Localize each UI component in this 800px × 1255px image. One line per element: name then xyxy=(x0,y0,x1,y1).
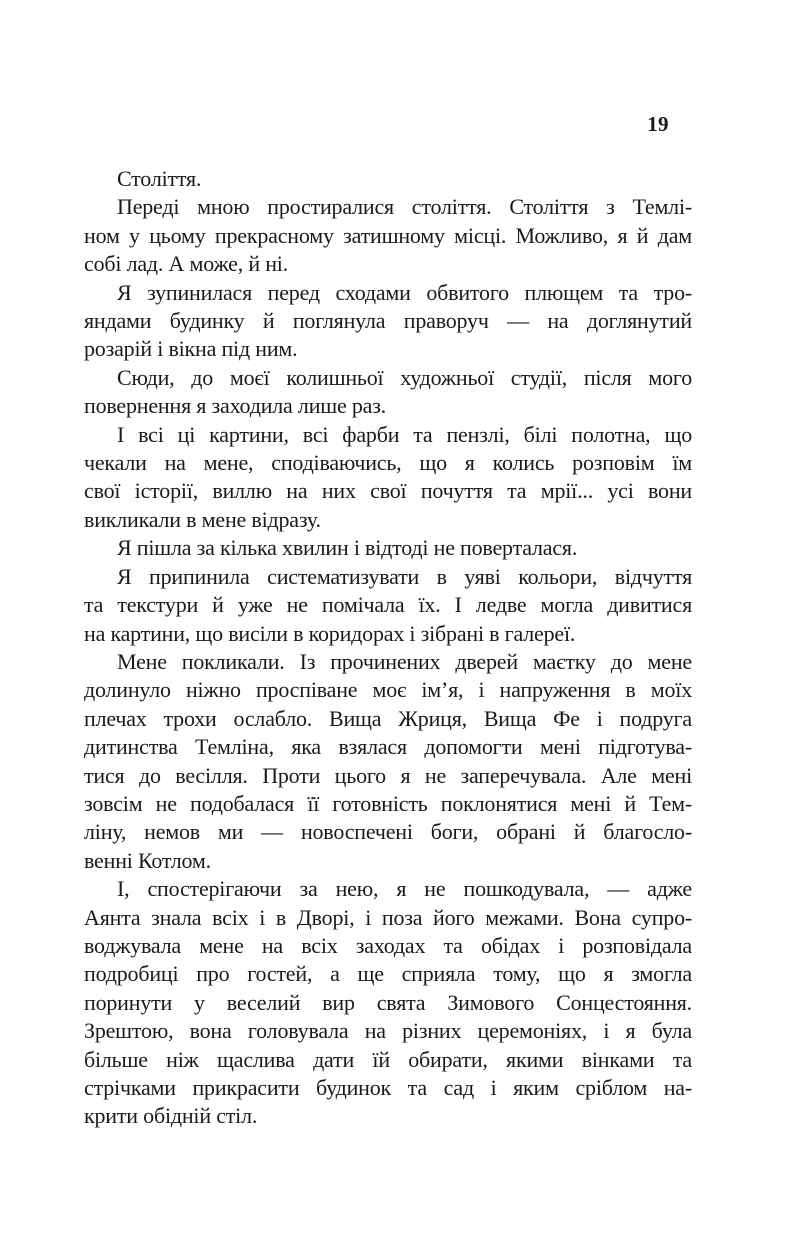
text-line: поринути у веселий вир свята Зимового Сонцестояння. xyxy=(84,989,692,1015)
text-line: та текстури й уже не помічала їх. І ледве могла дивитися xyxy=(84,592,692,618)
text-line: крити обідній стіл. xyxy=(84,1103,258,1129)
text-line: на картини, що висіли в коридорах і зібрані в галереї. xyxy=(84,620,576,646)
paragraph xyxy=(84,648,692,875)
paragraph xyxy=(84,193,692,278)
paragraph xyxy=(84,875,692,1131)
text-line: яндами будинку й поглянула праворуч — на доглянутий xyxy=(84,308,692,334)
text-line: Століття. xyxy=(117,166,202,191)
page-number: 19 xyxy=(647,112,669,136)
text-line: І всі ці картини, всі фарби та пензлі, білі полотна, що xyxy=(117,421,692,447)
text-line: плечах трохи ослабло. Вища Жриця, Вища Фе і подруга xyxy=(84,705,692,731)
text-line: подробиці про гостей, а ще сприяла тому, що я змогла xyxy=(84,961,692,987)
text-block xyxy=(84,165,692,1131)
text-line: венні Котлом. xyxy=(84,847,211,873)
text-line: Сюди, до моєї колишньої художньої студії, після мого xyxy=(117,364,692,390)
text-line: Я зупинилася перед сходами обвитого плющем та тро- xyxy=(117,279,692,305)
paragraph xyxy=(84,279,692,364)
paragraph xyxy=(84,534,692,562)
text-line: повернення я заходила лише раз. xyxy=(84,393,387,419)
text-line: ном у цьому прекрасному затишному місці. Можливо, я й дам xyxy=(84,222,692,248)
text-line: собі лад. А може, й ні. xyxy=(84,251,289,277)
text-line: чекали на мене, сподіваючись, що я колись розповім їм xyxy=(84,450,692,476)
paragraph xyxy=(84,421,692,535)
text-line: дитинства Темліна, яка взялася допомогти мені підготува- xyxy=(84,734,692,760)
text-line: зовсім не подобалася її готовність поклонятися мені й Тем- xyxy=(84,790,692,816)
text-line: Я припинила систематизувати в уяві кольори, відчуття xyxy=(117,563,692,589)
text-line: воджувала мене на всіх заходах та обідах і розповідала xyxy=(84,932,692,958)
paragraph xyxy=(84,364,692,421)
text-line: викликали в мене відразу. xyxy=(84,506,321,532)
text-line: Я пішла за кілька хвилин і відтоді не поверталася. xyxy=(117,535,578,561)
paragraph xyxy=(84,165,692,193)
text-line: тися до весілля. Проти цього я не заперечувала. Але мені xyxy=(84,762,692,788)
text-line: Переді мною простиралися століття. Століття з Темлі- xyxy=(117,194,692,220)
text-line: більше ніж щаслива дати їй обирати, якими вінками та xyxy=(84,1046,692,1072)
text-line: Зрештою, вона головувала на різних церемоніях, і я була xyxy=(84,1018,692,1044)
text-line: свої історії, виллю на них свої почуття та мрії... усі вони xyxy=(84,478,692,504)
text-line: долинуло ніжно проспіване моє ім’я, і напруження в моїх xyxy=(84,677,692,703)
text-line: розарій і вікна під ним. xyxy=(84,336,298,362)
text-line: Мене покликали. Із прочинених дверей маєтку до мене xyxy=(117,648,692,674)
text-line: І, спостерігаючи за нею, я не пошкодувала, — адже xyxy=(117,876,692,902)
text-line: стрічками прикрасити будинок та сад і яким сріблом на- xyxy=(84,1075,692,1100)
text-line: ліну, немов ми — новоспечені боги, обрані й благосло- xyxy=(84,819,692,845)
paragraph xyxy=(84,563,692,648)
text-line: Аянта знала всіх і в Дворі, і поза його межами. Вона супро- xyxy=(84,904,692,930)
